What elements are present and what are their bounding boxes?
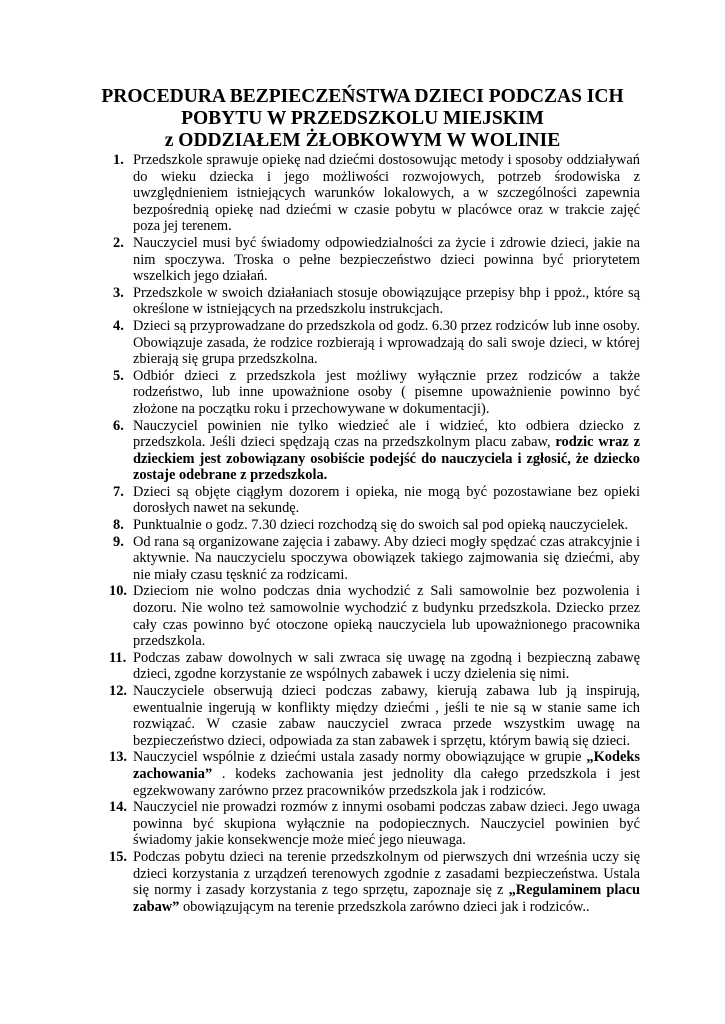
item-text: Dzieci są objęte ciągłym dozorem i opieka, nie mogą być pozostawiane bez opieki dorosłych nawet na sekundę. (133, 483, 640, 517)
list-item (113, 417, 640, 484)
item-text-continued: . kodeks zachowania jest jednolity dla całego przedszkola i jest egzekwowany zarówno przez pracowników przedszkola jak i rodziców. (133, 765, 640, 799)
list-item (109, 749, 640, 799)
list-item (109, 683, 640, 749)
item-number: 14. (109, 799, 127, 816)
list-item (113, 234, 640, 285)
item-number: 3. (113, 284, 124, 301)
list-item (109, 649, 640, 683)
item-text-continued: obowiązującym na terenie przedszkola zarówno dzieci jak i rodziców.. (179, 898, 590, 915)
item-number: 4. (113, 317, 124, 334)
list-item (113, 152, 640, 235)
list-item (109, 583, 640, 650)
title-line: z ODDZIAŁEM ŻŁOBKOWYM W WOLINIE (164, 130, 561, 151)
item-text: Przedszkole sprawuje opiekę nad dziećmi dostosowując metody i sposoby oddziaływań do wieku dziecka i jego możliwości rozwojowych, potrzeb środowiska z uwzględnieniem istniejących warunków lokalowych, a w szczególności zapewnia bezpośrednią opiekę nad dziećmi w czasie pobytu w placówce oraz w trakcie zajęć poza jej terenem. (133, 152, 640, 235)
item-text: Od rana są organizowane zajęcia i zabawy. Aby dzieci mogły spędzać czas atrakcyjnie i aktywnie. Na nauczycielu spoczywa obowiązek takiego zajmowania się dziećmi, aby nie miały czasu tęsknić za rodzicami. (133, 533, 640, 583)
item-text: Dzieciom nie wolno podczas dnia wychodzić z Sali samowolnie bez pozwolenia i dozoru. Nie wolno też samowolnie wychodzić z budynku przedszkola. Dziecko przez cały czas powinno być otoczone opieką nauczyciela lub upoważnionego pracownika przedszkola. (133, 583, 640, 650)
item-text: Nauczyciel wspólnie z dziećmi ustala zasady normy obowiązujące w grupie (133, 749, 587, 766)
list-item (113, 483, 640, 517)
item-text: Nauczyciel nie prowadzi rozmów z innymi osobami podczas zabaw dzieci. Jego uwaga powinna być skupiona wyłącznie na podopiecznych. Nauczyciel powinien być świadomy jakie konsekwencje może mieć jego nieuwaga. (133, 799, 640, 849)
item-text: Odbiór dzieci z przedszkola jest możliwy wyłącznie przez rodziców a także rodzeństwo, lub inne upoważnione osoby ( pisemne upoważnienie powinno być złożone na początku roku i przechowywane w dokumentacji). (133, 367, 640, 417)
item-text: Nauczyciele obserwują dzieci podczas zabawy, kierują zabawa lub ją inspirują, ewentualnie ingerują w konflikty między dziećmi , jeśli te nie są w stanie same ich rozwiązać. W czasie zabaw nauczyciel zwraca przede wszystkim uwagę na bezpieczeństwo dzieci, odpowiada za stan zabawek i sprzętu, którym bawią się dzieci. (133, 683, 640, 749)
list-item (109, 848, 640, 915)
item-number: 9. (113, 533, 124, 550)
list-item (113, 517, 640, 534)
item-number: 15. (109, 848, 127, 865)
list-item (113, 367, 640, 418)
item-number: 10. (109, 583, 127, 600)
item-number: 11. (109, 649, 127, 666)
item-text: Podczas pobytu dzieci na terenie przedszkolnym od pierwszych dni września uczy się dzieci korzystania z urządzeń terenowych zgodnie z zasadami bezpieczeństwa. Ustala się normy i zasady korzystania z tego sprzętu, zapoznaje się z (133, 848, 640, 899)
item-bold-text: „Kodeks zachowania” (133, 749, 640, 782)
item-text: Przedszkole w swoich działaniach stosuje obowiązujące przepisy bhp i ppoż., które są określone w istniejących na przedszkolu instrukcjach. (133, 284, 640, 318)
procedure-list (0, 152, 725, 915)
item-number: 2. (113, 234, 124, 251)
document-title (60, 86, 665, 152)
item-text: Podczas zabaw dowolnych w sali zwraca się uwagę na zgodną i bezpieczną zabawę dzieci, zgodne korzystanie ze wspólnych zabawek i uczy dzielenia się nimi. (133, 649, 640, 683)
item-text: Nauczyciel powinien nie tylko wiedzieć ale i widzieć, kto odbiera dziecko z przedszkola. Jeśli dzieci spędzają czas na przedszkolnym placu zabaw, (133, 417, 640, 451)
list-item (113, 317, 640, 368)
item-bold-text: rodzic wraz z dzieckiem jest zobowiązany osobiście podejść do nauczyciela i zgłosić, że dziecko zostaje odebrane z przedszkola. (133, 434, 640, 484)
item-text: Punktualnie o godz. 7.30 dzieci rozchodzą się do swoich sal pod opieką nauczycielek. (133, 517, 629, 534)
title-line: PROCEDURA BEZPIECZEŃSTWA DZIECI PODCZAS ICH (101, 86, 624, 107)
item-number: 6. (113, 417, 124, 434)
item-number: 7. (113, 483, 124, 500)
title-line: POBYTU W PRZEDSZKOLU MIEJSKIM (181, 108, 544, 129)
item-number: 12. (109, 683, 127, 699)
item-text: Dzieci są przyprowadzane do przedszkola od godz. 6.30 przez rodziców lub inne osoby. Obowiązuje zasada, że rodzice rozbierają i wprowadzają do sali swoje dzieci, w której zbierają się grupa przedszkolna. (133, 317, 640, 368)
item-text: Nauczyciel musi być świadomy odpowiedzialności za życie i zdrowie dzieci, jakie na nim spoczywa. Troska o pełne bezpieczeństwo dzieci powinna być priorytetem wszelkich jego działań. (133, 234, 640, 285)
list-item (109, 799, 640, 849)
item-bold-text: „Regulaminem placu zabaw” (133, 882, 640, 915)
item-number: 13. (109, 749, 127, 766)
item-number: 1. (113, 152, 124, 168)
list-item (113, 284, 640, 318)
item-number: 8. (113, 517, 124, 534)
item-number: 5. (113, 367, 124, 384)
list-item (113, 533, 640, 584)
